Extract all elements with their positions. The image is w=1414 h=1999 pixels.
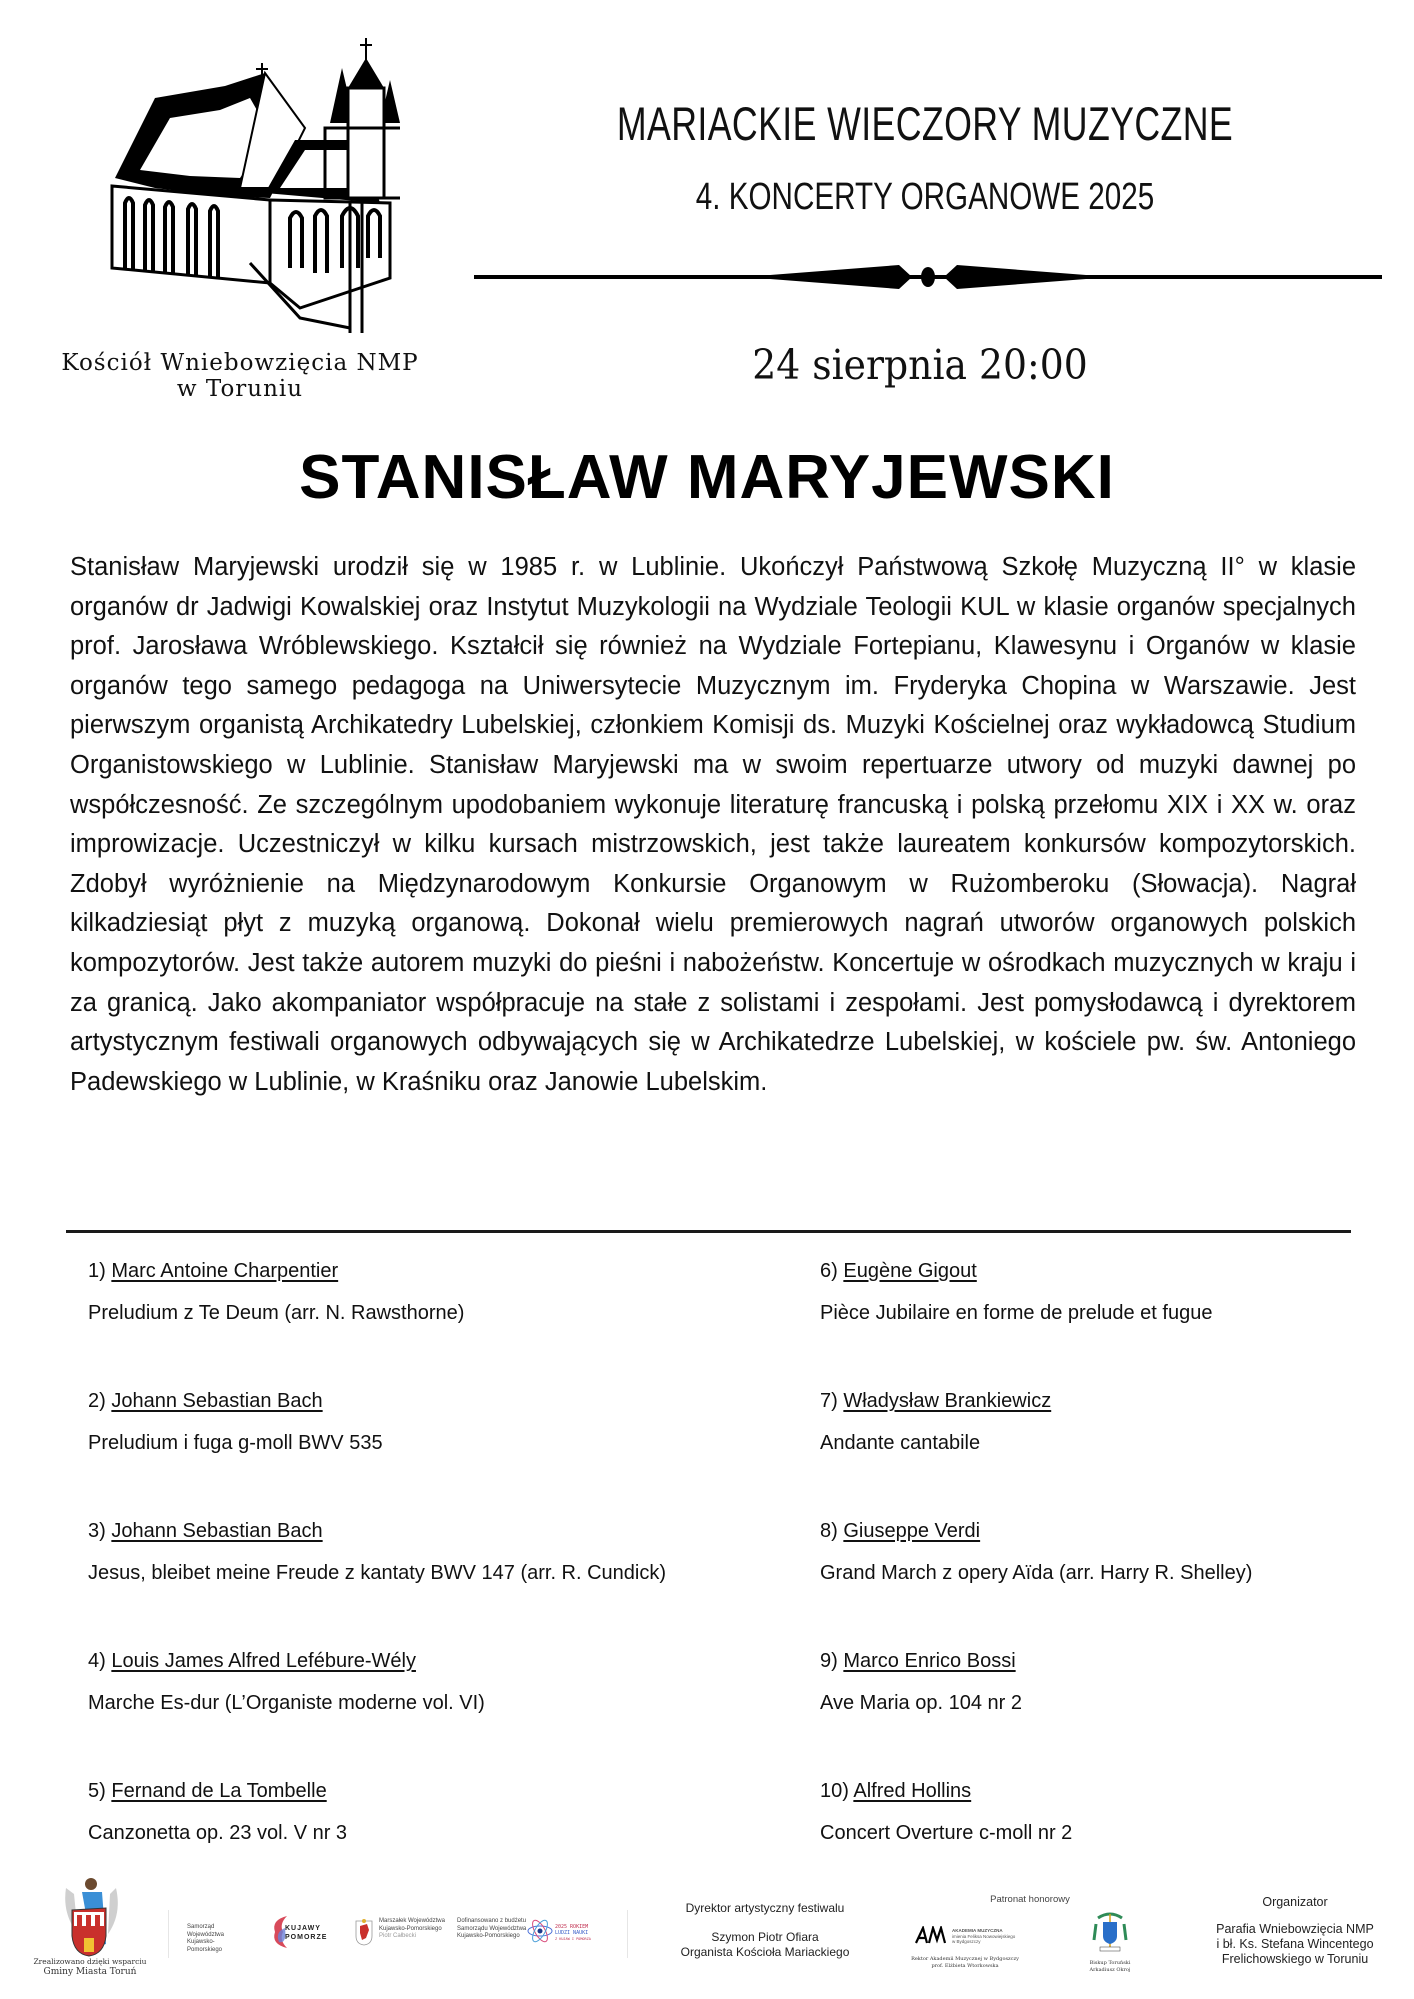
work-title: Jesus, bleibet meine Freude z kantaty BWV 147 (arr. R. Cundick)	[88, 1562, 667, 1584]
am-line2: imienia Feliksa Nowowiejskiego	[952, 1933, 1016, 1939]
organizer	[1180, 1894, 1410, 1967]
work-title: Concert Overture c-moll nr 2	[820, 1822, 1073, 1844]
torun-caption-line2: Gminy Miasta Toruń	[43, 1967, 137, 1977]
composer-name: Johann Sebastian Bach	[111, 1390, 323, 1412]
church-caption-line1: Kościół Wniebowzięcia NMP	[61, 350, 419, 376]
composer-name: Alfred Hollins	[853, 1780, 972, 1802]
director-role: Organista Kościoła Mariackiego	[680, 1945, 850, 1959]
program-item	[820, 1778, 1414, 1846]
kujawy-pomorze-text	[285, 1924, 327, 1942]
akademia-muzyczna-text	[952, 1928, 1015, 1945]
program-item	[820, 1388, 1414, 1456]
nauka-line2: LUDZI NAUKI	[555, 1930, 589, 1936]
director-name: Szymon Piotr Ofiara	[711, 1930, 819, 1944]
work-title: Marche Es-dur (L’Organiste moderne vol. VI)	[88, 1692, 485, 1714]
festival-director	[640, 1900, 890, 1960]
work-title: Pièce Jubilaire en forme de prelude et fugue	[820, 1302, 1213, 1324]
church-logo	[100, 28, 400, 338]
kujawy-line2: POMORZE	[285, 1934, 328, 1941]
dofinansowano-line2: Samorządu Województwa	[457, 1925, 527, 1932]
dofinansowano-line1: Dofinansowano z budżetu	[457, 1918, 527, 1924]
marszalek-line1: Marszałek Województwa	[379, 1918, 445, 1924]
ornament-divider	[474, 260, 1382, 294]
composer-name: Giuseppe Verdi	[843, 1520, 981, 1542]
sponsor-marszalek	[379, 1918, 459, 1941]
item-number: 7)	[820, 1390, 838, 1412]
organizer-line2: i bł. Ks. Stefana Wincentego	[1216, 1937, 1374, 1951]
am-line1: AKADEMIA MUZYCZNA	[952, 1928, 1003, 1933]
sponsor-logos	[168, 1910, 628, 1958]
item-number: 2)	[88, 1390, 106, 1412]
item-number: 4)	[88, 1650, 106, 1672]
torun-caption-line1: Zrealizowano dzięki wsparciu	[33, 1957, 147, 1966]
organizer-label: Organizator	[1262, 1895, 1328, 1909]
program-item	[88, 1648, 708, 1716]
composer-name: Marc Antoine Charpentier	[111, 1260, 339, 1282]
marszalek-line2: Kujawsko-Pomorskiego	[379, 1925, 442, 1932]
patronage-label: Patronat honorowy	[990, 1894, 1070, 1905]
nauka-line3: Z KUJAW I POMORZA	[555, 1937, 591, 1941]
sponsor-dofinansowano	[457, 1918, 527, 1941]
item-number: 9)	[820, 1650, 838, 1672]
rok-nauki-text	[555, 1924, 591, 1942]
organizer-line1: Parafia Wniebowzięcia NMP	[1216, 1922, 1374, 1936]
section-separator	[66, 1230, 1351, 1233]
work-title: Andante cantabile	[820, 1432, 981, 1454]
festival-title: MARIACKIE WIECZORY MUZYCZNE	[616, 97, 1234, 150]
composer-name: Louis James Alfred Lefébure-Wély	[111, 1650, 416, 1672]
torun-caption	[30, 1956, 150, 1978]
region-griffin-crest	[355, 1918, 373, 1946]
am-caption-line1: Rektor Akademii Muzycznej w Bydgoszczy	[911, 1956, 1019, 1962]
torun-crest-logo	[60, 1874, 122, 1958]
kujawy-line1: KUJAWY	[285, 1925, 321, 1932]
program-item	[88, 1388, 708, 1456]
item-number: 1)	[88, 1260, 106, 1282]
performer-bio	[70, 548, 1356, 1102]
program-item	[88, 1778, 708, 1846]
program-item	[820, 1648, 1414, 1716]
marszalek-line3: Piotr Całbecki	[379, 1933, 417, 1939]
work-title: Preludium i fuga g-moll BWV 535	[88, 1432, 383, 1454]
organizer-line3: Frelichowskiego w Toruniu	[1221, 1952, 1369, 1966]
work-title: Preludium z Te Deum (arr. N. Rawsthorne)	[88, 1302, 465, 1324]
performer-name: STANISŁAW MARYJEWSKI	[299, 443, 1115, 512]
am-caption-line2: prof. Elżbieta Wtorkowska	[931, 1963, 999, 1969]
director-label: Dyrektor artystyczny festiwalu	[685, 1901, 845, 1915]
event-date: 24 sierpnia 20:00	[752, 341, 1088, 389]
bishop-caption	[1070, 1960, 1150, 1974]
item-number: 5)	[88, 1780, 106, 1802]
bishop-caption-line1: Biskup Toruński	[1089, 1960, 1131, 1966]
footer	[0, 1860, 1414, 1999]
am-line3: w Bydgoszczy	[952, 1939, 981, 1944]
church-caption	[40, 350, 440, 402]
program-item	[88, 1518, 708, 1586]
item-number: 3)	[88, 1520, 106, 1542]
program-item	[820, 1258, 1414, 1326]
composer-name: Johann Sebastian Bach	[111, 1520, 323, 1542]
work-title: Canzonetta op. 23 vol. V nr 3	[88, 1822, 348, 1844]
dofinansowano-line3: Kujawsko-Pomorskiego	[457, 1933, 520, 1939]
item-number: 10)	[820, 1780, 849, 1802]
composer-name: Władysław Brankiewicz	[843, 1390, 1052, 1412]
akademia-caption	[905, 1956, 1025, 1970]
composer-name: Marco Enrico Bossi	[843, 1650, 1016, 1672]
bishop-caption-line2: Arkadiusz Okroj	[1089, 1967, 1131, 1973]
nauka-line1: 2025 ROKIEM	[555, 1924, 589, 1930]
akademia-muzyczna-logo	[915, 1926, 949, 1944]
program-item	[88, 1258, 708, 1326]
work-title: Ave Maria op. 104 nr 2	[820, 1692, 1022, 1714]
church-caption-line2: w Toruniu	[176, 376, 304, 402]
organizer-name	[1180, 1922, 1410, 1967]
sponsor-samorzad: Samorząd Województwa Kujawsko-Pomorskiego	[187, 1924, 224, 1953]
item-number: 6)	[820, 1260, 838, 1282]
composer-name: Fernand de La Tombelle	[111, 1780, 327, 1802]
bishop-coat-of-arms	[1090, 1910, 1130, 1954]
bio-text: Stanisław Maryjewski urodził się w 1985 r. w Lublinie. Ukończył Państwową Szkołę Muzyczną II° w klasie organów dr Jadwigi Kowalskiej oraz Instytut Muzykologii na Wydziale Teologii KUL w klasie organów specjalnych prof. Jarosława Wróblewskiego. Kształcił się również na Wydziale Fortepianu, Klawesynu i Organów w klasie organów tego samego pedagoga na Uniwersytecie Muzycznym im. Fryderyka Chopina w Warszawie. Jest pierwszym organistą Archikatedry Lubelskiej, członkiem Komisji ds. Muzyki Kościelnej oraz wykładowcą Studium Organistowskiego w Lublinie. Stanisław Maryjewski ma w swoim repertuarze utwory od muzyki dawnej po współczesność. Ze szczególnym upodobaniem wykonuje literaturę francuską i polską przełomu XIX i XX w. oraz improwizacje. Uczestniczył w kilku kursach mistrzowskich, jest także laureatem konkursów kompozytorskich. Zdobył wyróżnienie na Międzynarodowym Konkursie Organowym w Rużomberoku (Słowacja). Nagrał kilkadziesiąt płyt z muzyką organową. Dokonał wielu premierowych nagrań utworów organowych polskich kompozytorów. Jest także autorem muzyki do pieśni i nabożeństw. Koncertuje w ośrodkach muzycznych w kraju i za granicą. Jako akompaniator współpracuje na stałe z solistami i zespołami. Jest pomysłodawcą i dyrektorem artystycznym festiwali organowych odbywających się w Archikatedrze Lubelskiej, w kościele pw. św. Antoniego Padewskiego w Lublinie, w Kraśniku oraz Janowie Lubelskim.	[70, 553, 1356, 1096]
composer-name: Eugène Gigout	[843, 1260, 977, 1282]
work-title: Grand March z opery Aïda (arr. Harry R. Shelley)	[820, 1562, 1253, 1584]
program-item	[820, 1518, 1414, 1586]
festival-subtitle: 4. KONCERTY ORGANOWE 2025	[695, 176, 1155, 218]
item-number: 8)	[820, 1520, 838, 1542]
atom-icon	[527, 1916, 553, 1946]
